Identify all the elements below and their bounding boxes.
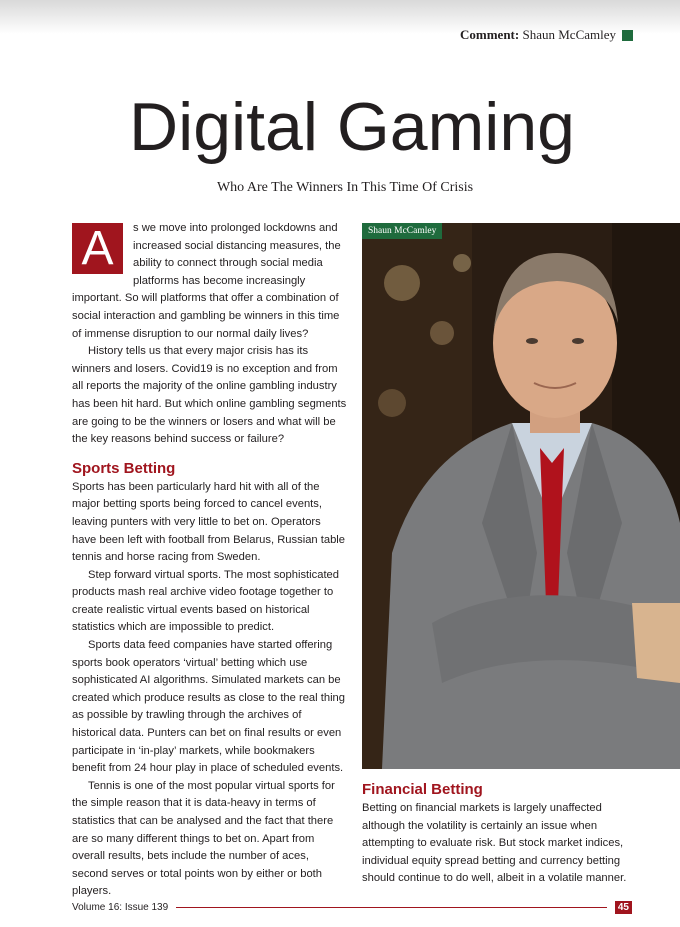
- financial-paragraph-1: Betting on financial markets is largely unaffected although the volatility is certainly an issue when attempting to evaluate risk. But stock market indices, individual equity spread betting and currency betting should continue to do well, albeit in a volatile manner.: [362, 802, 627, 885]
- photo-caption: Shaun McCamley: [362, 223, 442, 239]
- footer-volume: Volume 16: Issue 139: [72, 901, 169, 913]
- comment-author: Shaun McCamley: [522, 27, 616, 42]
- green-square-marker: [622, 30, 633, 41]
- article-subtitle: Who Are The Winners In This Time Of Crisis: [216, 180, 474, 195]
- portrait-illustration: [362, 223, 680, 769]
- sports-paragraph-1: Sports has been particularly hard hit with all of the major betting sports being forced to cancel events, leaving punters with very little to bet on. Operators have been left with football from Belarus, Russian table tennis and horse racing from Sweden.: [72, 480, 346, 564]
- article-title: Digital Gaming: [129, 89, 575, 165]
- left-column: [72, 220, 348, 901]
- portrait-photo: [362, 223, 680, 769]
- comment-label: Comment:: [460, 27, 520, 42]
- footer-rule: [176, 907, 607, 908]
- right-column: [362, 780, 634, 888]
- intro-paragraph-2: History tells us that every major crisis has its winners and losers. Covid19 is no exception and from all reports the majority of the online gambling industry has been hit hard. But which online gambling segments are going to be the winners or losers and what will be the key reasons behind success or failure?: [72, 345, 347, 446]
- financial-betting-heading: Financial Betting: [362, 781, 483, 798]
- page-footer: [72, 899, 632, 915]
- page-number: 45: [615, 901, 632, 914]
- sports-betting-heading: Sports Betting: [72, 459, 176, 477]
- comment-header: [460, 27, 633, 43]
- dropcap: A: [72, 223, 123, 274]
- sports-paragraph-2: Step forward virtual sports. The most sophisticated products mash real archive video footage together to create realistic virtual events based on historical statistics which are impossible to predict.: [72, 568, 340, 634]
- intro-paragraph-1: s we move into prolonged lockdowns and increased social distancing measures, the ability to connect through social media platforms has become increasingly important. So will platforms that offer a combination of social interaction and gambling be winners in this time of immense disruption to our normal daily lives?: [72, 222, 341, 340]
- sports-paragraph-4: Tennis is one of the most popular virtual sports for the simple reason that it is data-heavy in terms of statistics that can be analysed and the fact that there are so many different things to bet on. Apart from overall results, bets include the number of aces, second serves or total points won by either or both players.: [72, 779, 335, 898]
- sports-paragraph-3: Sports data feed companies have started offering sports book operators ‘virtual’ betting which use sophisticated AI algorithms. Simulated markets can be created which produce results as close to the real thing as possible by trawling through the archives of historical data. Punters can bet on final results or even participate in ‘in-play’ markets, while bookmakers benefit from 24 hour play in place of scheduled events.: [72, 639, 346, 775]
